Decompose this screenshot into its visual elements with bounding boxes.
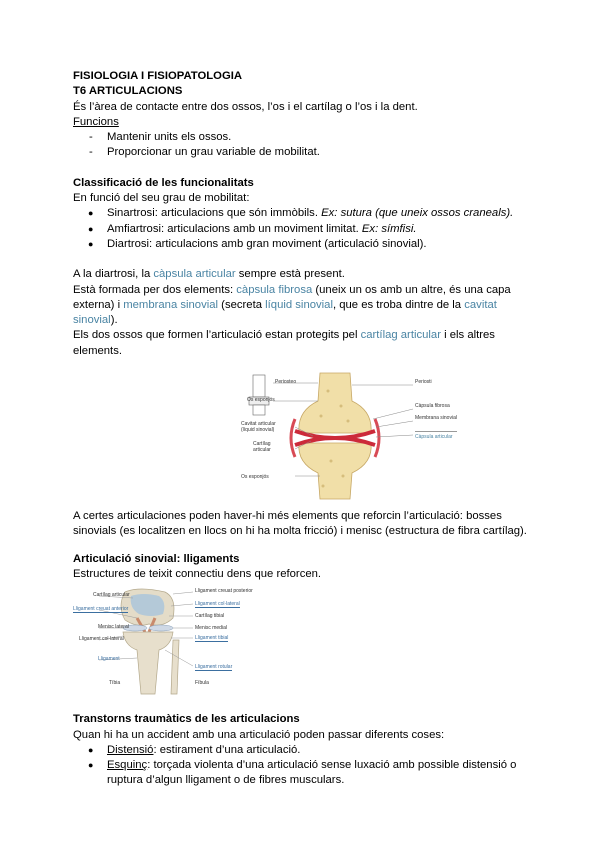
list-item: - Proporcionar un grau variable de mobilitat. <box>73 145 528 160</box>
label: Lligament <box>98 656 120 663</box>
label: Os esponjós <box>241 474 269 481</box>
topic-title: T6 ARTICULACIONS <box>73 85 183 98</box>
knee-ligaments-figure <box>73 588 528 696</box>
diartrosi-paragraph: A la diartrosi, la càpsula articular sempre està present. Està formada per dos elements: càpsula fibrosa (uneix un os amb un altre, és una capa externa) i membrana sinovial (secreta líquid sinovial, que es troba dintre de la cavitat sinovial). Els dos ossos que formen l’articulació estan protegits pel cartílag articular i els altres elements. <box>73 268 511 357</box>
label: Càpsula fibrosa <box>415 403 450 410</box>
trastorns-list <box>73 743 528 789</box>
funcions-list <box>73 130 528 161</box>
list-item <box>73 206 528 221</box>
label: Cartílag articular <box>253 441 271 454</box>
label: Menisc lateral <box>98 624 129 631</box>
item-text: : torçada violenta d’una articulació sense luxació amb possible distensió o <box>147 759 517 772</box>
label: Lligament col·lateral <box>195 601 240 608</box>
item-example: Ex: símfisi. <box>361 222 417 235</box>
joint-diagram-icon <box>73 371 528 501</box>
list-item <box>73 237 528 252</box>
trastorns-heading: Transtorns traumàtics de les articulacions <box>73 713 300 726</box>
term-sinovial: sinovial <box>73 314 111 327</box>
figure1-right-labels <box>415 379 457 440</box>
item-text: : estirament d’una articulació. <box>153 743 301 756</box>
item-term: Esquinç <box>107 759 148 772</box>
label: Lligament creuat posterior <box>195 588 253 595</box>
label: Tíbia <box>109 680 121 687</box>
funcions-heading: Funcions <box>73 115 119 128</box>
document-page <box>73 69 528 789</box>
term-liquid-sinovial: líquid sinovial <box>265 298 333 311</box>
list-item <box>73 758 528 789</box>
item-text: Diartrosi: articulacions amb gran moviment (articulació sinovial). <box>107 237 427 250</box>
label: Cartílag articular <box>93 592 130 599</box>
label: Os esponjós <box>247 397 275 404</box>
label: Periosteo <box>275 379 297 386</box>
label: Cartílag tibial <box>195 613 225 620</box>
label: Lligament creuat anterior <box>73 606 129 613</box>
reforc-paragraph: A certes articulaciones poden haver-hi més elements que reforcin l’articulació: bosses sinovials (es localitzen en llocs on hi ha molta fricció) i menisc (estructura de fibra cartílag). <box>73 510 527 538</box>
label: Lligament rotular <box>195 664 233 671</box>
item-text: Amfiartrosi: articulacions amb un moviment limitat. <box>107 222 362 235</box>
course-title: FISIOLOGIA I FISIOPATOLOGIA <box>73 70 243 82</box>
term-capsula-fibrosa: càpsula fibrosa <box>236 283 313 296</box>
classificacio-list <box>73 206 528 252</box>
term-cavitat: cavitat <box>464 298 497 311</box>
label: Lligament tibial <box>195 635 229 642</box>
term-membrana-sinovial: membrana sinovial <box>123 298 219 311</box>
lligaments-heading: Articulació sinovial: lligaments <box>73 552 240 565</box>
label: Menisc medial <box>195 625 227 632</box>
synovial-joint-figure <box>73 371 528 501</box>
item-text: Sinartrosi: articulacions que són immòbils. <box>107 207 322 220</box>
intro-text: És l’àrea de contacte entre dos ossos, l’os i el cartílag o l’os i la dent. <box>73 100 418 113</box>
term-cartilag-articular: cartílag articular <box>360 329 441 342</box>
lligaments-text: Estructures de teixit connectiu dens que reforcen. <box>73 567 322 580</box>
list-item <box>73 222 528 237</box>
label: Membrana sinovial <box>415 415 457 422</box>
classificacio-lead: En funció del seu grau de mobilitat: <box>73 192 250 205</box>
item-example: Ex: sutura (que uneix ossos craneals). <box>321 207 514 220</box>
label: Lligament col·lateral <box>79 636 124 643</box>
label: Fíbula <box>195 680 209 687</box>
trastorns-lead: Quan hi ha un accident amb una articulació poden passar diferents coses: <box>73 728 445 741</box>
label: Cavitat articular (líquid sinovial) <box>241 421 276 434</box>
item-text-continued: ruptura d’algun lligament o de fibres musculars. <box>107 774 345 787</box>
list-item: - Mantenir units els ossos. <box>73 130 528 145</box>
label: Càpsula articular <box>415 431 457 440</box>
list-item <box>73 743 528 758</box>
knee-diagram-icon <box>73 588 528 696</box>
item-term: Distensió <box>107 743 154 756</box>
label: Periosti <box>415 379 432 386</box>
classificacio-heading: Classificació de les funcionalitats <box>73 176 254 189</box>
term-capsula-articular: càpsula articular <box>153 268 236 281</box>
